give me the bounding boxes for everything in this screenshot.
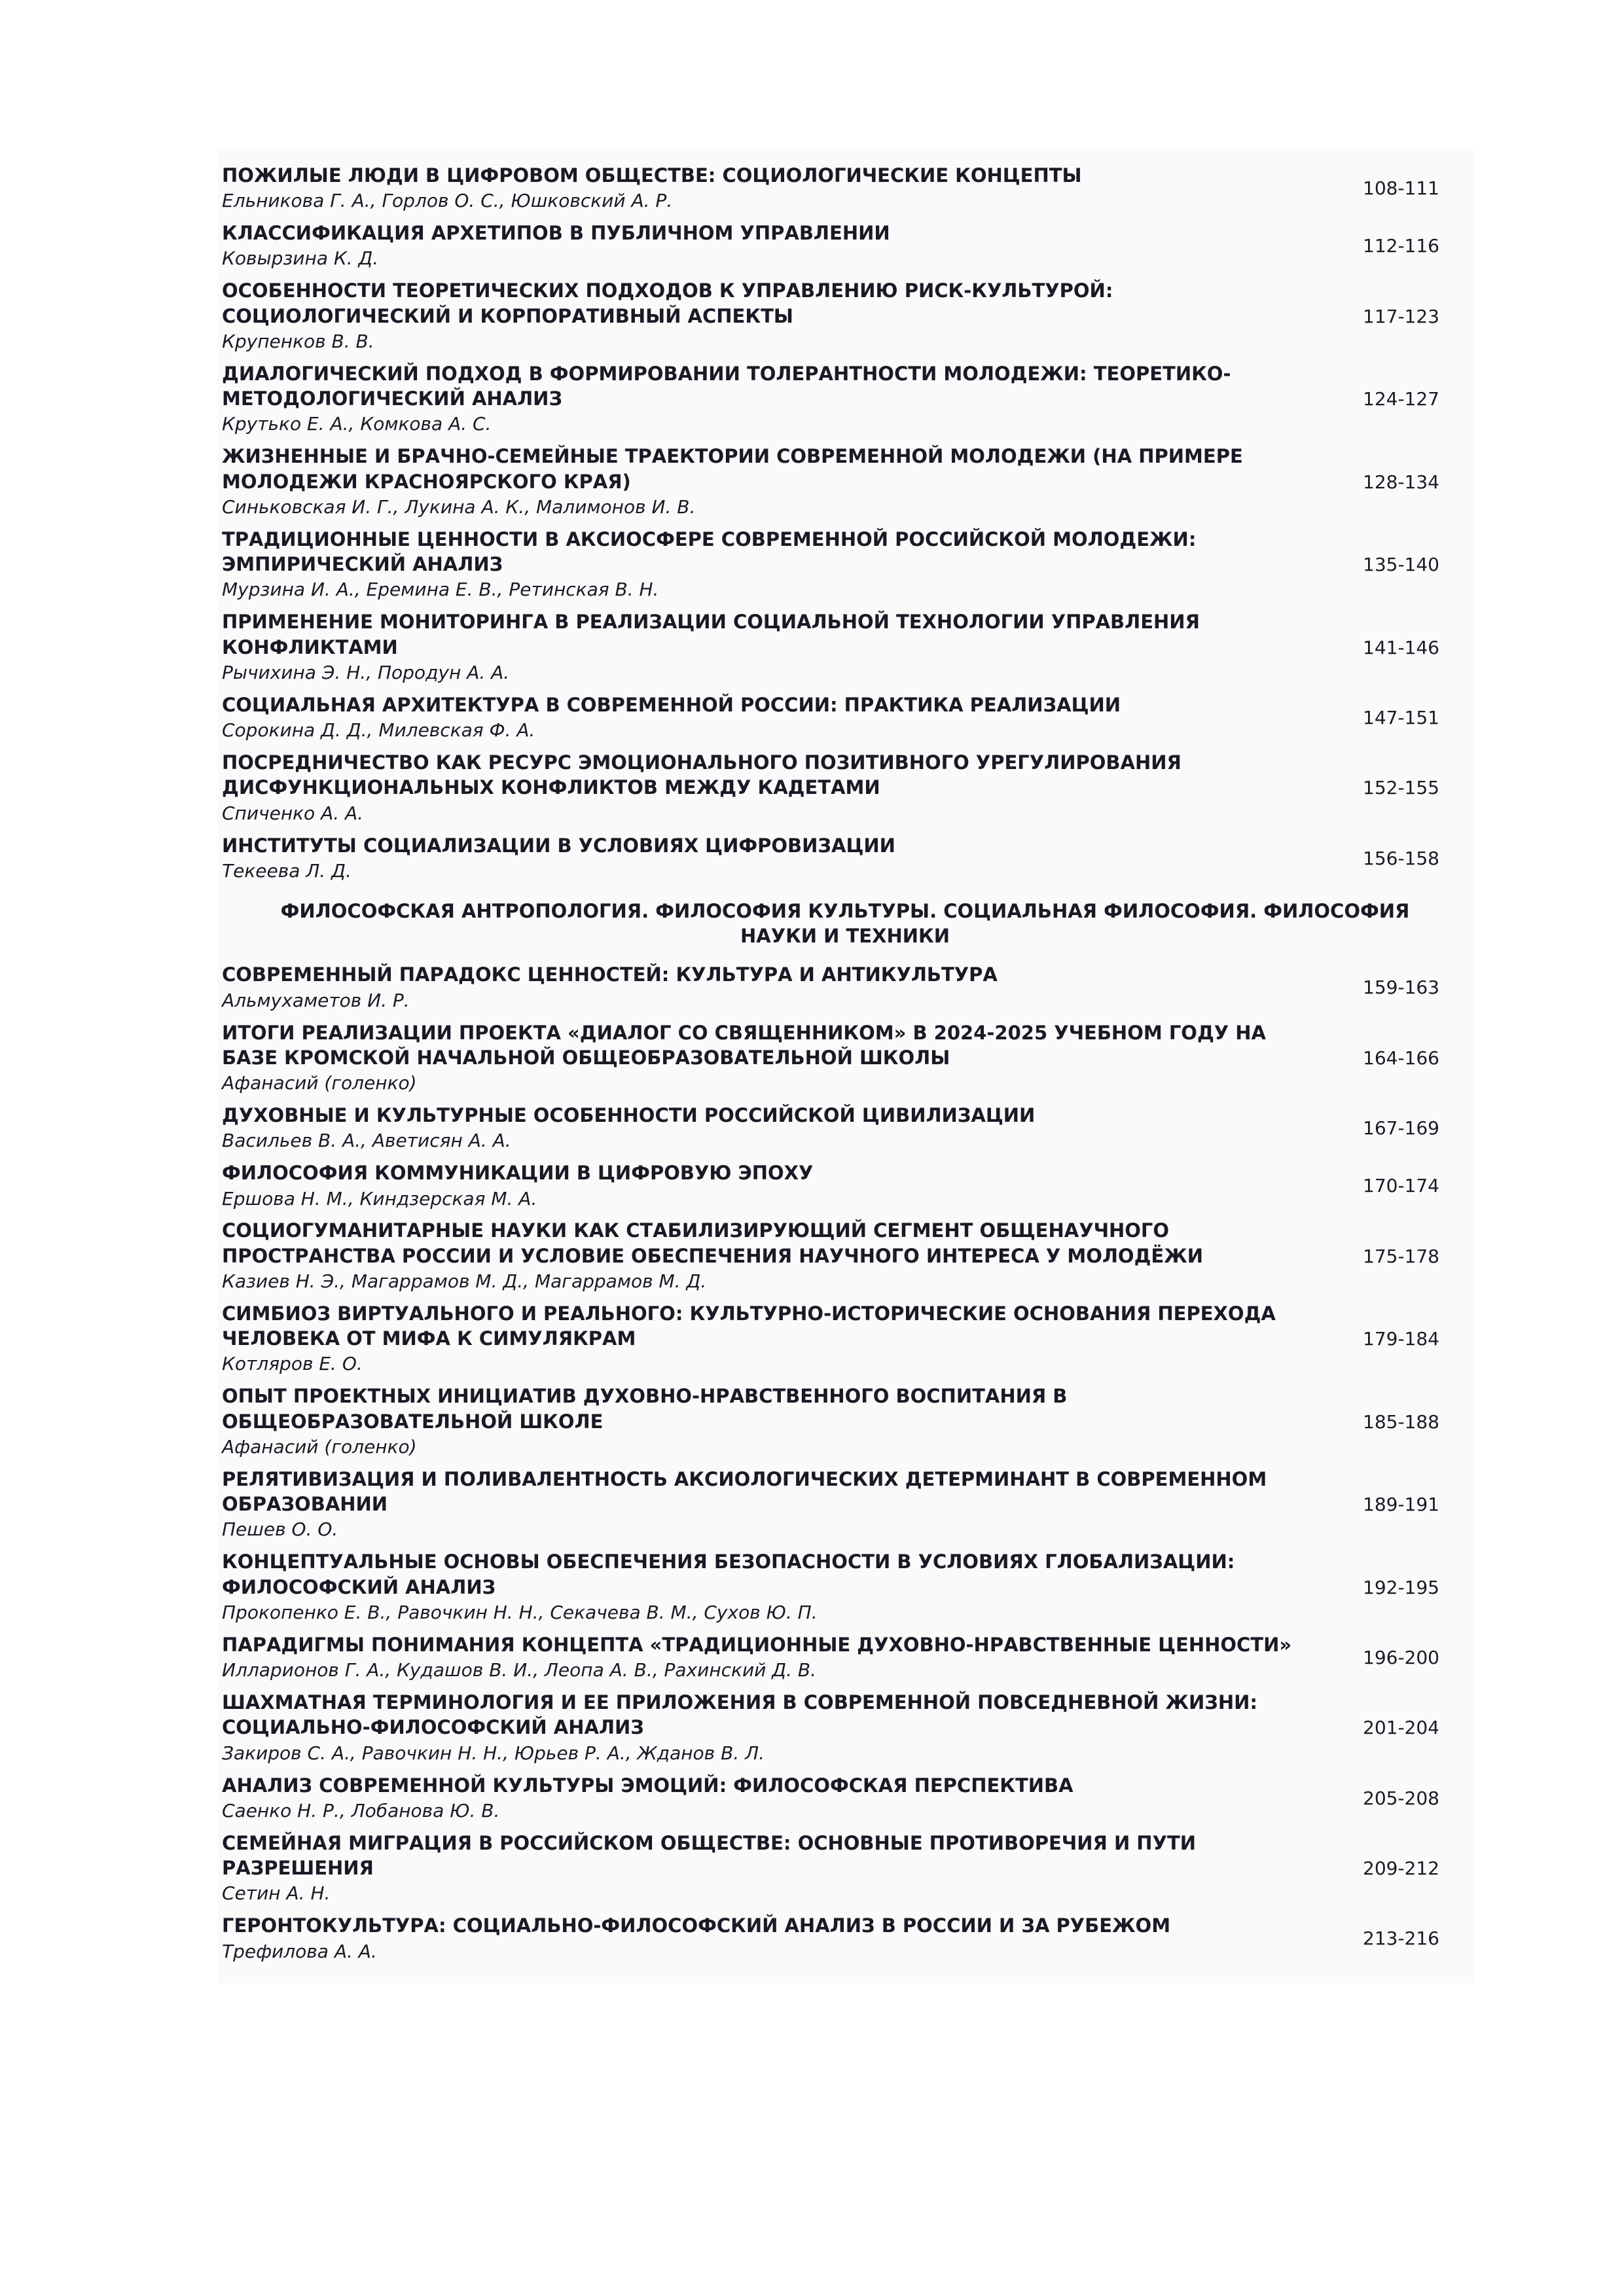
toc-entry — [222, 1829, 1468, 1907]
page-range: 147-151 — [1363, 706, 1439, 728]
article-title: ОСОБЕННОСТИ ТЕОРЕТИЧЕСКИХ ПОДХОДОВ К УПРАВЛЕНИЮ РИСК-КУЛЬТУРОЙ: СОЦИОЛОГИЧЕСКИЙ И КОРПОРАТИВНЫЙ АСПЕКТЫ — [222, 279, 1113, 327]
article-title: ИТОГИ РЕАЛИЗАЦИИ ПРОЕКТА «ДИАЛОГ СО СВЯЩЕННИКОМ» В 2024-2025 УЧЕБНОМ ГОДУ НА БАЗЕ КРОМСКОЙ НАЧАЛЬНОЙ ОБЩЕОБРАЗОВАТЕЛЬНОЙ ШКОЛЫ — [222, 1021, 1266, 1069]
article-authors: Саенко Н. Р., Лобанова Ю. В. — [222, 1799, 500, 1821]
toc-entry-text — [222, 221, 1354, 271]
toc-entry-text — [222, 1690, 1354, 1765]
article-authors: Казиев Н. Э., Магаррамов М. Д., Магаррамов М. Д. — [222, 1270, 707, 1292]
article-authors: Васильев В. А., Аветисян А. А. — [222, 1130, 511, 1152]
toc-entry — [222, 360, 1468, 438]
page-range: 175-178 — [1363, 1245, 1439, 1267]
article-title: ПОЖИЛЫЕ ЛЮДИ В ЦИФРОВОМ ОБЩЕСТВЕ: СОЦИОЛОГИЧЕСКИЕ КОНЦЕПТЫ — [222, 164, 1082, 187]
page-range: 117-123 — [1363, 305, 1439, 327]
toc-entry — [222, 1382, 1468, 1460]
page-range: 128-134 — [1363, 471, 1439, 493]
page-range: 201-204 — [1363, 1717, 1439, 1739]
toc-entry-text — [222, 1218, 1354, 1293]
toc-entry — [222, 832, 1468, 885]
toc-entry-text — [222, 527, 1354, 602]
toc-entry — [222, 1102, 1468, 1155]
page-range: 205-208 — [1363, 1787, 1439, 1809]
page-range: 112-116 — [1363, 235, 1439, 257]
toc-entry-text — [222, 278, 1354, 353]
page-range: 167-169 — [1363, 1117, 1439, 1139]
article-title: СИМБИОЗ ВИРТУАЛЬНОГО И РЕАЛЬНОГО: КУЛЬТУРНО-ИСТОРИЧЕСКИЕ ОСНОВАНИЯ ПЕРЕХОДА ЧЕЛОВЕКА ОТ МИФА К СИМУЛЯКРАМ — [222, 1302, 1276, 1350]
article-title: СОЦИАЛЬНАЯ АРХИТЕКТУРА В СОВРЕМЕННОЙ РОССИИ: ПРАКТИКА РЕАЛИЗАЦИИ — [222, 693, 1121, 716]
toc-entry-text — [222, 1160, 1354, 1211]
page-range: 170-174 — [1363, 1175, 1439, 1197]
article-authors: Трефилова А. А. — [222, 1940, 377, 1962]
article-title: ШАХМАТНАЯ ТЕРМИНОЛОГИЯ И ЕЕ ПРИЛОЖЕНИЯ В СОВРЕМЕННОЙ ПОВСЕДНЕВНОЙ ЖИЗНИ: СОЦИАЛЬНО-ФИЛОСОФСКИЙ АНАЛИЗ — [222, 1691, 1258, 1739]
page-range: 141-146 — [1363, 636, 1439, 658]
toc-entry-text — [222, 609, 1354, 685]
toc-entry — [222, 277, 1468, 355]
article-authors: Альмухаметов И. Р. — [222, 989, 410, 1011]
article-title: ПАРАДИГМЫ ПОНИМАНИЯ КОНЦЕПТА «ТРАДИЦИОННЫЕ ДУХОВНО-НРАВСТВЕННЫЕ ЦЕННОСТИ» — [222, 1633, 1292, 1656]
article-title: ФИЛОСОФИЯ КОММУНИКАЦИИ В ЦИФРОВУЮ ЭПОХУ — [222, 1162, 814, 1185]
toc-entry — [222, 961, 1468, 1014]
article-authors: Прокопенко Е. В., Равочкин Н. Н., Секачева В. М., Сухов Ю. П. — [222, 1601, 818, 1623]
table-of-contents — [218, 149, 1473, 1983]
toc-entry — [222, 526, 1468, 603]
page-range: 213-216 — [1363, 1928, 1439, 1950]
toc-entry-text — [222, 1831, 1354, 1906]
toc-entry-text — [222, 444, 1354, 519]
section-header: ФИЛОСОФСКАЯ АНТРОПОЛОГИЯ. ФИЛОСОФИЯ КУЛЬТУРЫ. СОЦИАЛЬНАЯ ФИЛОСОФИЯ. ФИЛОСОФИЯ НАУКИ И ТЕХНИКИ — [280, 899, 1410, 948]
article-title: РЕЛЯТИВИЗАЦИЯ И ПОЛИВАЛЕНТНОСТЬ АКСИОЛОГИЧЕСКИХ ДЕТЕРМИНАНТ В СОВРЕМЕННОМ ОБРАЗОВАНИИ — [222, 1467, 1267, 1516]
toc-entry-text — [222, 692, 1354, 743]
article-authors: Котляров Е. О. — [222, 1353, 363, 1375]
article-title: СЕМЕЙНАЯ МИГРАЦИЯ В РОССИЙСКОМ ОБЩЕСТВЕ: ОСНОВНЫЕ ПРОТИВОРЕЧИЯ И ПУТИ РАЗРЕШЕНИЯ — [222, 1831, 1196, 1880]
toc-entry — [222, 1159, 1468, 1212]
article-title: КЛАССИФИКАЦИЯ АРХЕТИПОВ В ПУБЛИЧНОМ УПРАВЛЕНИИ — [222, 222, 890, 245]
article-authors: Спиченко А. А. — [222, 802, 364, 824]
toc-entry-text — [222, 750, 1354, 825]
article-authors: Сорокина Д. Д., Милевская Ф. А. — [222, 719, 535, 742]
page-range: 196-200 — [1363, 1646, 1439, 1668]
article-title: СОВРЕМЕННЫЙ ПАРАДОКС ЦЕННОСТЕЙ: КУЛЬТУРА И АНТИКУЛЬТУРА — [222, 963, 998, 986]
article-title: ЖИЗНЕННЫЕ И БРАЧНО-СЕМЕЙНЫЕ ТРАЕКТОРИИ СОВРЕМЕННОЙ МОЛОДЕЖИ (НА ПРИМЕРЕ МОЛОДЕЖИ КРАСНОЯРСКОГО КРАЯ) — [222, 445, 1243, 493]
toc-entry-text — [222, 1301, 1354, 1376]
page-range: 135-140 — [1363, 554, 1439, 576]
article-authors: Мурзина И. А., Еремина Е. В., Ретинская В. Н. — [222, 579, 659, 601]
article-title: ДУХОВНЫЕ И КУЛЬТУРНЫЕ ОСОБЕННОСТИ РОССИЙСКОЙ ЦИВИЛИЗАЦИИ — [222, 1104, 1036, 1127]
article-authors: Ковырзина К. Д. — [222, 247, 379, 270]
article-title: КОНЦЕПТУАЛЬНЫЕ ОСНОВЫ ОБЕСПЕЧЕНИЯ БЕЗОПАСНОСТИ В УСЛОВИЯХ ГЛОБАЛИЗАЦИИ: ФИЛОСОФСКИЙ АНАЛИЗ — [222, 1551, 1235, 1598]
toc-entry — [222, 442, 1468, 520]
article-title: ПРИМЕНЕНИЕ МОНИТОРИНГА В РЕАЛИЗАЦИИ СОЦИАЛЬНОЙ ТЕХНОЛОГИИ УПРАВЛЕНИЯ КОНФЛИКТАМИ — [222, 611, 1200, 658]
article-title: ИНСТИТУТЫ СОЦИАЛИЗАЦИИ В УСЛОВИЯХ ЦИФРОВИЗАЦИИ — [222, 834, 895, 857]
article-authors: Крупенков В. В. — [222, 330, 374, 352]
article-authors: Рычихина Э. Н., Породун А. А. — [222, 661, 510, 683]
toc-entry-text — [222, 1773, 1354, 1823]
article-authors: Пешев О. О. — [222, 1518, 338, 1541]
toc-entry — [222, 1772, 1468, 1825]
article-authors: Афанасий (голенко) — [222, 1072, 417, 1094]
article-authors: Афанасий (голенко) — [222, 1435, 417, 1458]
article-authors: Закиров С. А., Равочкин Н. Н., Юрьев Р. А., Жданов В. Л. — [222, 1742, 765, 1764]
article-title: ДИАЛОГИЧЕСКИЙ ПОДХОД В ФОРМИРОВАНИИ ТОЛЕРАНТНОСТИ МОЛОДЕЖИ: ТЕОРЕТИКО-МЕТОДОЛОГИЧЕСКИЙ АНАЛИЗ — [222, 362, 1231, 410]
toc-entry-text — [222, 1467, 1354, 1542]
toc-entry-text — [222, 1549, 1354, 1624]
page-range: 164-166 — [1363, 1047, 1439, 1069]
article-authors: Синьковская И. Г., Лукина А. К., Малимонов И. В. — [222, 495, 696, 518]
toc-entry-text — [222, 1632, 1354, 1683]
page-range: 209-212 — [1363, 1857, 1439, 1880]
toc-entry — [222, 1465, 1468, 1543]
toc-entry-text — [222, 1913, 1354, 1964]
article-authors: Илларионов Г. А., Кудашов В. И., Леопа А. В., Рахинский Д. В. — [222, 1659, 817, 1681]
page-range: 159-163 — [1363, 977, 1439, 999]
toc-entry-text — [222, 962, 1354, 1013]
toc-entry-text — [222, 163, 1354, 213]
toc-entry — [222, 162, 1468, 215]
toc-entry — [222, 1217, 1468, 1295]
toc-entry-text — [222, 1020, 1354, 1096]
toc-entry-text — [222, 1384, 1354, 1459]
article-authors: Сетин А. Н. — [222, 1882, 331, 1905]
page-range: 152-155 — [1363, 777, 1439, 799]
article-title: ТРАДИЦИОННЫЕ ЦЕННОСТИ В АКСИОСФЕРЕ СОВРЕМЕННОЙ РОССИЙСКОЙ МОЛОДЕЖИ: ЭМПИРИЧЕСКИЙ АНАЛИЗ — [222, 528, 1197, 576]
article-title: АНАЛИЗ СОВРЕМЕННОЙ КУЛЬТУРЫ ЭМОЦИЙ: ФИЛОСОФСКАЯ ПЕРСПЕКТИВА — [222, 1774, 1074, 1797]
toc-entry — [222, 1631, 1468, 1684]
article-authors: Текеева Л. Д. — [222, 859, 352, 882]
toc-entry — [222, 1019, 1468, 1097]
article-title: СОЦИОГУМАНИТАРНЫЕ НАУКИ КАК СТАБИЛИЗИРУЮЩИЙ СЕГМЕНТ ОБЩЕНАУЧНОГО ПРОСТРАНСТВА РОССИИ И УСЛОВИЕ ОБЕСПЕЧЕНИЯ НАУЧНОГО ИНТЕРЕСА У МОЛОДЁЖИ — [222, 1219, 1203, 1267]
toc-entry — [222, 219, 1468, 272]
article-authors: Крутько Е. А., Комкова А. С. — [222, 413, 492, 435]
toc-entry-text — [222, 1103, 1354, 1153]
toc-entry — [222, 1300, 1468, 1378]
page-range: 185-188 — [1363, 1410, 1439, 1433]
article-authors: Ершова Н. М., Киндзерская М. А. — [222, 1187, 537, 1210]
page-range: 156-158 — [1363, 847, 1439, 869]
toc-entry — [222, 1548, 1468, 1626]
article-authors: Ельникова Г. А., Горлов О. С., Юшковский А. Р. — [222, 190, 673, 212]
page-range: 192-195 — [1363, 1576, 1439, 1598]
page-range: 124-127 — [1363, 388, 1439, 410]
page-range: 179-184 — [1363, 1328, 1439, 1350]
toc-entry — [222, 691, 1468, 744]
article-title: ПОСРЕДНИЧЕСТВО КАК РЕСУРС ЭМОЦИОНАЛЬНОГО ПОЗИТИВНОГО УРЕГУЛИРОВАНИЯ ДИСФУНКЦИОНАЛЬНЫХ КОНФЛИКТОВ МЕЖДУ КАДЕТАМИ — [222, 751, 1182, 799]
toc-entry-text — [222, 361, 1354, 437]
page-range: 108-111 — [1363, 177, 1439, 200]
toc-entry — [222, 1689, 1468, 1767]
toc-entry — [222, 608, 1468, 686]
article-title: ОПЫТ ПРОЕКТНЫХ ИНИЦИАТИВ ДУХОВНО-НРАВСТВЕННОГО ВОСПИТАНИЯ В ОБЩЕОБРАЗОВАТЕЛЬНОЙ ШКОЛЕ — [222, 1385, 1068, 1433]
toc-entry — [222, 749, 1468, 827]
toc-entry-text — [222, 833, 1354, 884]
page-range: 189-191 — [1363, 1494, 1439, 1516]
toc-entry — [222, 1912, 1468, 1965]
article-title: ГЕРОНТОКУЛЬТУРА: СОЦИАЛЬНО-ФИЛОСОФСКИЙ АНАЛИЗ В РОССИИ И ЗА РУБЕЖОМ — [222, 1914, 1171, 1937]
